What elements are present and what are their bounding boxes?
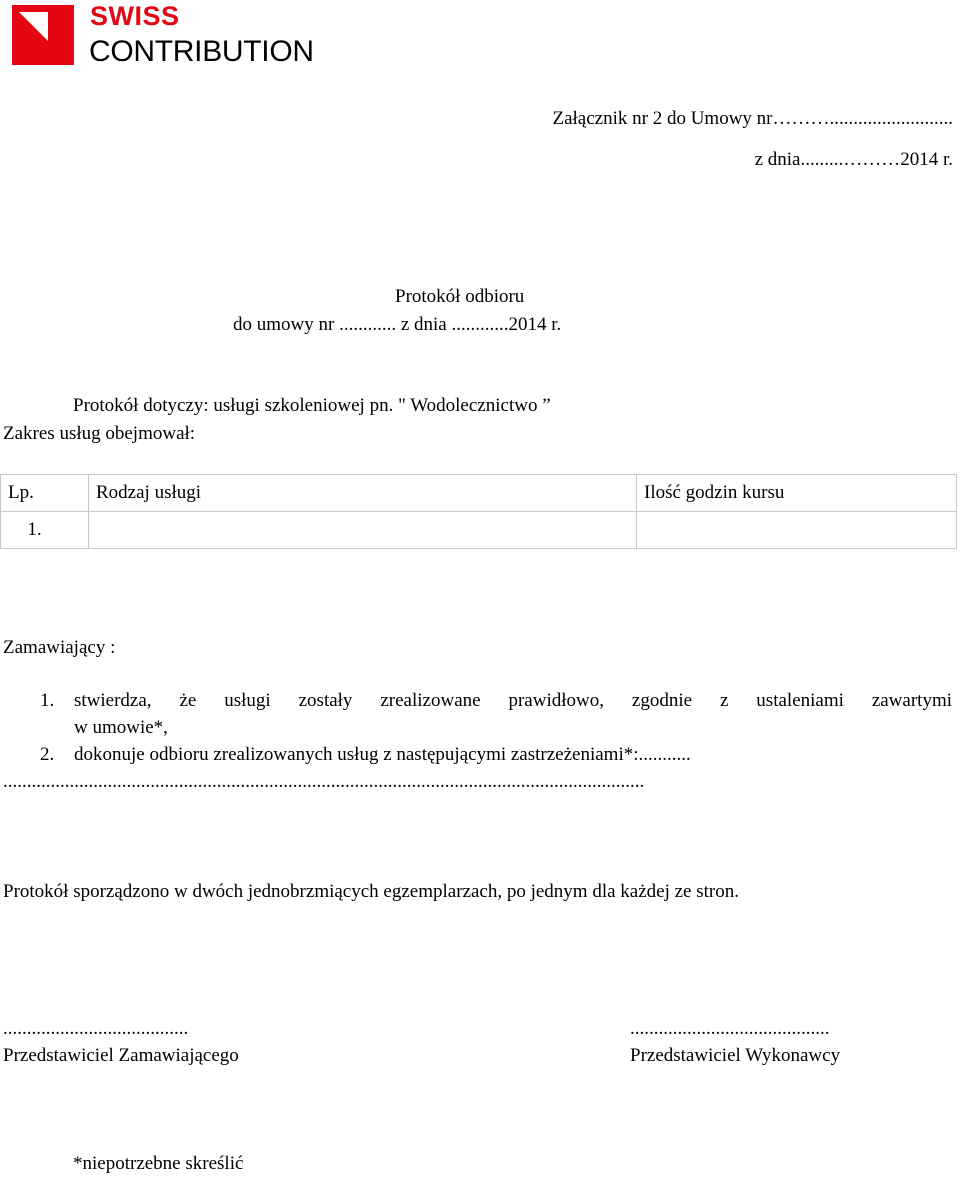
list-item-2-line2: .......................................................................................................................................: [3, 771, 645, 792]
protocol-contract-line: do umowy nr ............ z dnia ............2014 r.: [233, 314, 562, 335]
scope-label: Zakres usług obejmował:: [3, 423, 196, 444]
signature-right-label: Przedstawiciel Wykonawcy: [630, 1045, 841, 1066]
services-table: [0, 474, 957, 549]
swiss-cross-logo-icon: [12, 5, 74, 65]
annex-line: Załącznik nr 2 do Umowy nr………..........................: [552, 108, 953, 129]
list-item-1-line2: w umowie*,: [74, 717, 168, 738]
list-item-number-2: 2.: [40, 744, 55, 765]
table-row: [1, 512, 957, 549]
row-service-type: [89, 512, 637, 549]
list-item-2-line1: dokonuje odbioru zrealizowanych usług z następującymi zastrzeżeniami*:...........: [74, 744, 691, 765]
logo-text-swiss: SWISS: [90, 1, 180, 31]
protocol-title: Protokół odbioru: [395, 286, 525, 307]
row-lp: 1.: [1, 512, 89, 549]
header-lp: Lp.: [1, 475, 89, 512]
row-course-hours: [637, 512, 957, 549]
list-item-1-line1: stwierdza, że usługi zostały zrealizowane prawidłowo, zgodnie z ustaleniami zawartymi: [74, 690, 952, 711]
list-item-number-1: 1.: [40, 690, 55, 711]
annex-date-line: z dnia.........………2014 r.: [754, 149, 953, 170]
header-course-hours: Ilość godzin kursu: [637, 475, 957, 512]
signature-right-dots: ..........................................: [630, 1018, 830, 1039]
copies-statement: Protokół sporządzono w dwóch jednobrzmiących egzemplarzach, po jednym dla każdej ze stron.: [3, 881, 739, 902]
signature-left-label: Przedstawiciel Zamawiającego: [3, 1045, 239, 1066]
header-service-type: Rodzaj usługi: [89, 475, 637, 512]
footnote: *niepotrzebne skreślić: [73, 1153, 244, 1174]
logo-text-contribution: CONTRIBUTION: [89, 35, 314, 68]
list-item-1-text: [74, 690, 952, 713]
table-header-row: [1, 475, 957, 512]
signature-left-dots: .......................................: [3, 1018, 189, 1039]
orderer-label: Zamawiający :: [3, 637, 116, 658]
protocol-subject: Protokół dotyczy: usługi szkoleniowej pn. " Wodolecznictwo ”: [73, 395, 551, 416]
